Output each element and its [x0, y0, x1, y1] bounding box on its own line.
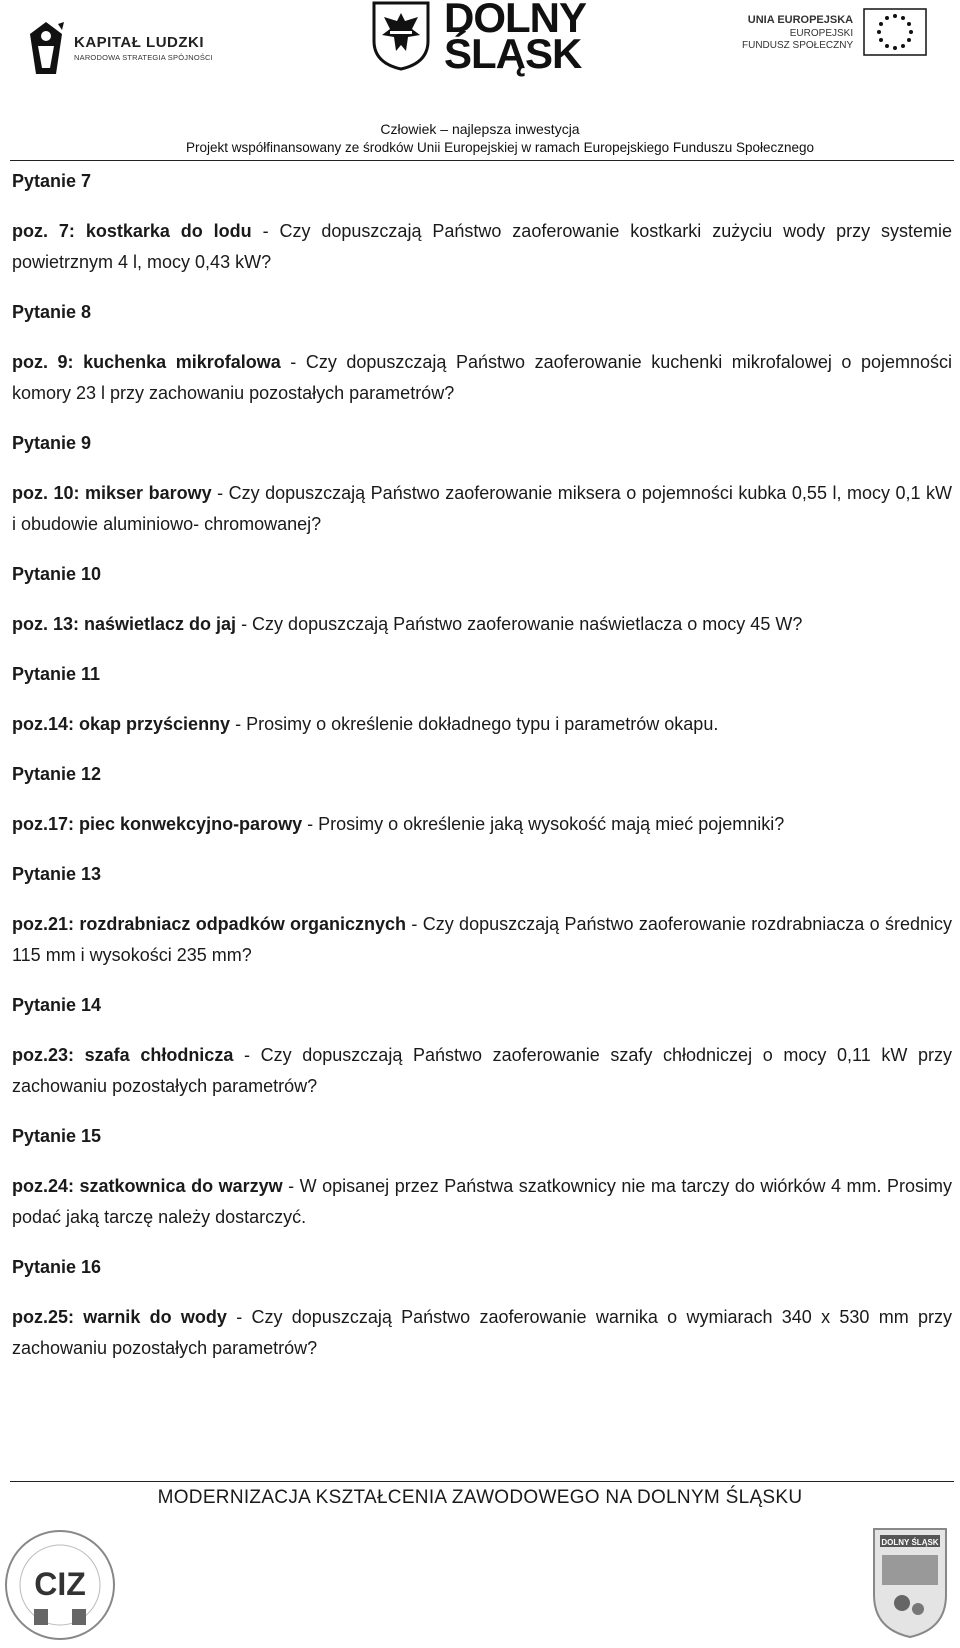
question-text	[12, 347, 952, 409]
question-body: - Czy dopuszczają Państwo zaoferowanie warnika o wymiarach 340 x 530 mm przy zachowaniu pozostałych parametrów?	[12, 1307, 952, 1358]
footer-divider	[10, 1481, 954, 1482]
ciz-logo	[4, 1525, 116, 1648]
question-block	[12, 859, 952, 971]
question-text	[12, 478, 952, 540]
question-body: - Prosimy o określenie jaką wysokość mają mieć pojemniki?	[302, 814, 785, 834]
page-header	[0, 0, 960, 160]
modernizacja-logo-text: DOLNY ŚLĄSK	[881, 1538, 939, 1547]
eagle-crest-icon	[372, 1, 430, 71]
dolny-slask-line1: DOLNY	[444, 0, 586, 41]
question-title: Pytanie 15	[12, 1126, 102, 1146]
ciz-seal-icon	[4, 1525, 116, 1643]
question-body: - Czy dopuszczają Państwo zaoferowanie kostkarki zużyciu wody przy systemie powietrznym 4 l, mocy 0,43 kW?	[12, 221, 952, 272]
question-text	[12, 1040, 952, 1102]
ue-line3: FUNDUSZ SPOŁECZNY	[742, 39, 854, 51]
question-body: - Czy dopuszczają Państwo zaoferowanie naświetlacza o mocy 45 W?	[236, 614, 803, 634]
question-body: - Czy dopuszczają Państwo zaoferowanie kuchenki mikrofalowej o pojemności komory 23 l przy zachowaniu pozostałych parametrów?	[12, 352, 952, 403]
question-block	[12, 297, 952, 409]
position-label: poz. 13: naświetlacz do jaj	[12, 614, 237, 634]
question-block	[12, 559, 952, 640]
ue-line1: UNIA EUROPEJSKA	[747, 13, 854, 26]
header-tagline: Człowiek – najlepsza inwestycja	[380, 121, 580, 137]
position-label: poz. 10: mikser barowy	[12, 483, 212, 503]
question-block	[12, 166, 952, 278]
kapital-ludzki-logo	[26, 20, 213, 76]
question-body: - Czy dopuszczają Państwo zaoferowanie miksera o pojemności kubka 0,55 l, mocy 0,1 kW i obudowie aluminiowo- chromowanej?	[12, 483, 952, 534]
kapital-ludzki-title: KAPITAŁ LUDZKI	[74, 34, 205, 51]
question-block	[12, 659, 952, 740]
eu-flag-icon	[863, 8, 927, 56]
footer-title: MODERNIZACJA KSZTAŁCENIA ZAWODOWEGO NA DOLNYM ŚLĄSKU	[157, 1487, 803, 1508]
position-label: poz.25: warnik do wody	[12, 1307, 227, 1327]
question-title: Pytanie 7	[12, 171, 92, 191]
position-label: poz.14: okap przyścienny	[12, 714, 231, 734]
question-text	[12, 909, 952, 971]
ue-efs-logo	[742, 8, 927, 56]
question-title: Pytanie 9	[12, 433, 92, 453]
position-label: poz.17: piec konwekcyjno-parowy	[12, 814, 303, 834]
question-body: - W opisanej przez Państwa szatkownicy nie ma tarczy do wiórków 4 mm. Prosimy podać jaką tarczę należy dostarczyć.	[12, 1176, 952, 1227]
ciz-logo-text: CIZ	[34, 1566, 86, 1602]
position-label: poz.24: szatkownica do warzyw	[12, 1176, 283, 1196]
ue-line2: EUROPEJSKI	[789, 27, 854, 39]
question-body: - Prosimy o określenie dokładnego typu i parametrów okapu.	[230, 714, 719, 734]
question-title: Pytanie 16	[12, 1257, 102, 1277]
question-text	[12, 216, 952, 278]
question-block	[12, 990, 952, 1102]
question-title: Pytanie 13	[12, 864, 102, 884]
modernizacja-shield-icon	[870, 1525, 950, 1641]
header-divider	[10, 160, 954, 161]
dolny-slask-logo	[372, 0, 586, 77]
question-title: Pytanie 12	[12, 764, 102, 784]
question-title: Pytanie 11	[12, 664, 101, 684]
question-block	[12, 1121, 952, 1233]
question-text	[12, 709, 952, 740]
question-block	[12, 1252, 952, 1364]
question-body: - Czy dopuszczają Państwo zaoferowanie rozdrabniacza o średnicy 115 mm i wysokości 235 mm?	[12, 914, 952, 965]
question-text	[12, 1171, 952, 1233]
questions-list	[12, 166, 952, 1383]
question-title: Pytanie 14	[12, 995, 102, 1015]
question-text	[12, 609, 952, 640]
kapital-ludzki-icon	[26, 20, 66, 76]
position-label: poz. 9: kuchenka mikrofalowa	[12, 352, 281, 372]
position-label: poz. 7: kostkarka do lodu	[12, 221, 252, 241]
header-project-text: Projekt współfinansowany ze środków Unii Europejskiej w ramach Europejskiego Funduszu Społecznego	[185, 140, 815, 155]
modernizacja-logo	[870, 1525, 950, 1646]
question-block	[12, 428, 952, 540]
dolny-slask-line2: ŚLĄSK	[444, 30, 582, 77]
question-text	[12, 809, 952, 840]
position-label: poz.23: szafa chłodnicza	[12, 1045, 234, 1065]
question-title: Pytanie 8	[12, 302, 92, 322]
position-label: poz.21: rozdrabniacz odpadków organicznych	[12, 914, 407, 934]
question-body: - Czy dopuszczają Państwo zaoferowanie szafy chłodniczej o mocy 0,11 kW przy zachowaniu pozostałych parametrów?	[12, 1045, 952, 1096]
question-text	[12, 1302, 952, 1364]
question-title: Pytanie 10	[12, 564, 102, 584]
kapital-ludzki-subtitle: NARODOWA STRATEGIA SPÓJNOŚCI	[74, 53, 213, 62]
question-block	[12, 759, 952, 840]
